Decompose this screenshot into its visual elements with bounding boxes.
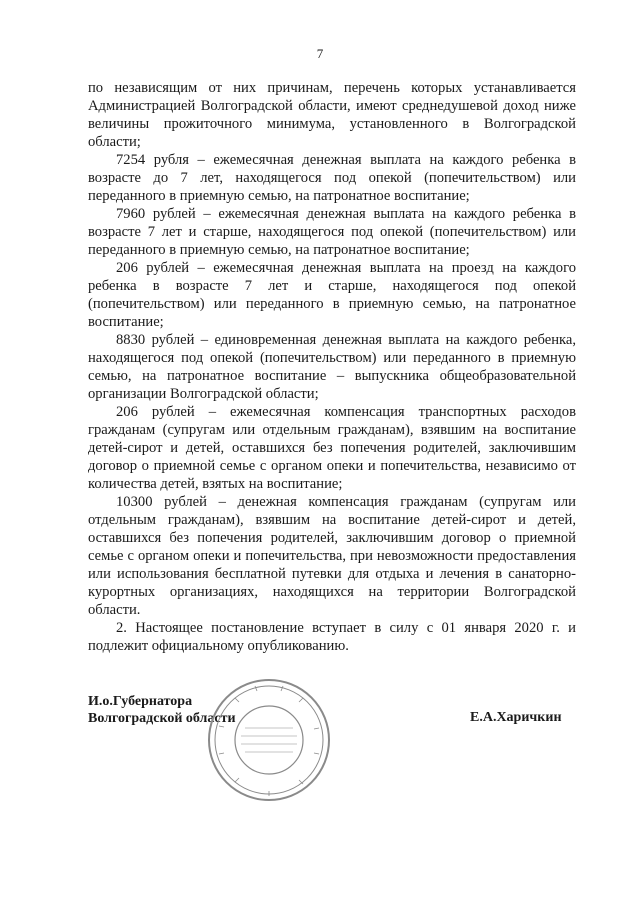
signatory-name: Е.А.Харичкин	[470, 710, 562, 725]
page-number: 7	[316, 46, 324, 61]
signatory-title-line2: Волгоградской области	[88, 711, 236, 726]
paragraph-payment-8830: 8830 рублей – единовременная денежная выплата на каждого ребенка, находящегося под опекой (попечительством) или переданного в приемную семью, на патронатное воспитание – выпускника общеобразовательной организации Волгоградской области;	[88, 332, 576, 402]
signatory-title-line1: И.о.Губернатора	[88, 694, 193, 709]
paragraph-payment-7960: 7960 рублей – ежемесячная денежная выплата на каждого ребенка в возрасте 7 лет и старше, находящегося под опекой (попечительством) или переданного в приемную семью, на патронатное воспитание;	[88, 206, 576, 258]
document-body	[88, 79, 576, 655]
paragraph-continuation: по независящим от них причинам, перечень которых устанавливается Администрацией Волгоградской области, имеют среднедушевой доход ниже величины прожиточного минимума, установленного в Волгоградской области;	[88, 80, 576, 150]
official-seal-stamp	[205, 676, 333, 804]
paragraph-payment-7254: 7254 рубля – ежемесячная денежная выплата на каждого ребенка в возрасте до 7 лет, находящегося под опекой (попечительством) или переданного в приемную семью, на патронатное воспитание;	[88, 152, 576, 204]
paragraph-payment-206-transport: 206 рублей – ежемесячная компенсация транспортных расходов гражданам (супругам или отдельным гражданам), взявшим на воспитание детей-сирот и детей, оставшихся без попечения родителей, заключившим договор о приемной семье с органом опеки и попечительства, независимо от количества детей, взятых на воспитание;	[88, 404, 576, 492]
paragraph-payment-10300: 10300 рублей – денежная компенсация гражданам (супругам или отдельным гражданам), взявшим на воспитание детей-сирот и детей, оставшихся без попечения родителей, заключившим договор о приемной семье с органом опеки и попечительства, при невозможности предоставления или использования бесплатной путевки для отдыха и лечения в санаторно-курортных организациях, находящихся на территории Волгоградской области.	[88, 494, 576, 618]
paragraph-payment-206-travel: 206 рублей – ежемесячная денежная выплата на проезд на каждого ребенка в возрасте 7 лет и старше, находящегося под опекой (попечительством) или переданного в приемную семью, на патронатное воспитание;	[88, 260, 576, 330]
seal-graphic	[209, 680, 329, 800]
paragraph-effective-date: 2. Настоящее постановление вступает в силу с 01 января 2020 г. и подлежит официальному опубликованию.	[88, 620, 576, 654]
